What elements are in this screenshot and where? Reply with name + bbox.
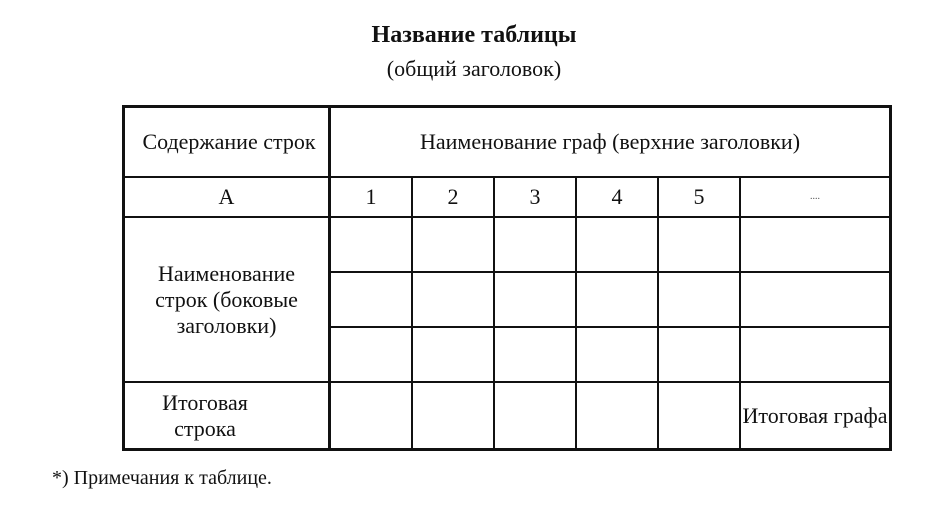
index-cell-ellipsis: .... — [810, 191, 820, 202]
table-footnote: *) Примечания к таблице. — [52, 467, 272, 489]
h-line-2 — [125, 216, 889, 218]
index-cell-1: 1 — [365, 184, 377, 209]
total-column-label: Итоговая графа — [742, 402, 888, 428]
index-cell-2: 2 — [447, 184, 459, 209]
v-line-2 — [411, 176, 413, 448]
index-cell-3: 3 — [529, 184, 541, 209]
index-cell-4: 4 — [611, 184, 623, 209]
v-line-3 — [493, 176, 495, 448]
table-title: Название таблицы — [371, 22, 577, 48]
index-cell-5: 5 — [693, 184, 705, 209]
total-row-label: Итоговая строка — [162, 389, 248, 441]
index-cell-a: А — [218, 184, 235, 209]
h-line-4 — [329, 326, 889, 328]
table-subtitle: (общий заголовок) — [386, 56, 562, 81]
v-line-4 — [575, 176, 577, 448]
h-line-3 — [329, 271, 889, 273]
table-layout-grid — [122, 105, 892, 451]
columns-header: Наименование граф (верхние заголовки) — [419, 129, 801, 154]
corner-header: Содержание строк — [142, 129, 316, 154]
row-header: Наименование строк (боковые заголовки) — [155, 261, 298, 338]
v-line-5 — [657, 176, 659, 448]
